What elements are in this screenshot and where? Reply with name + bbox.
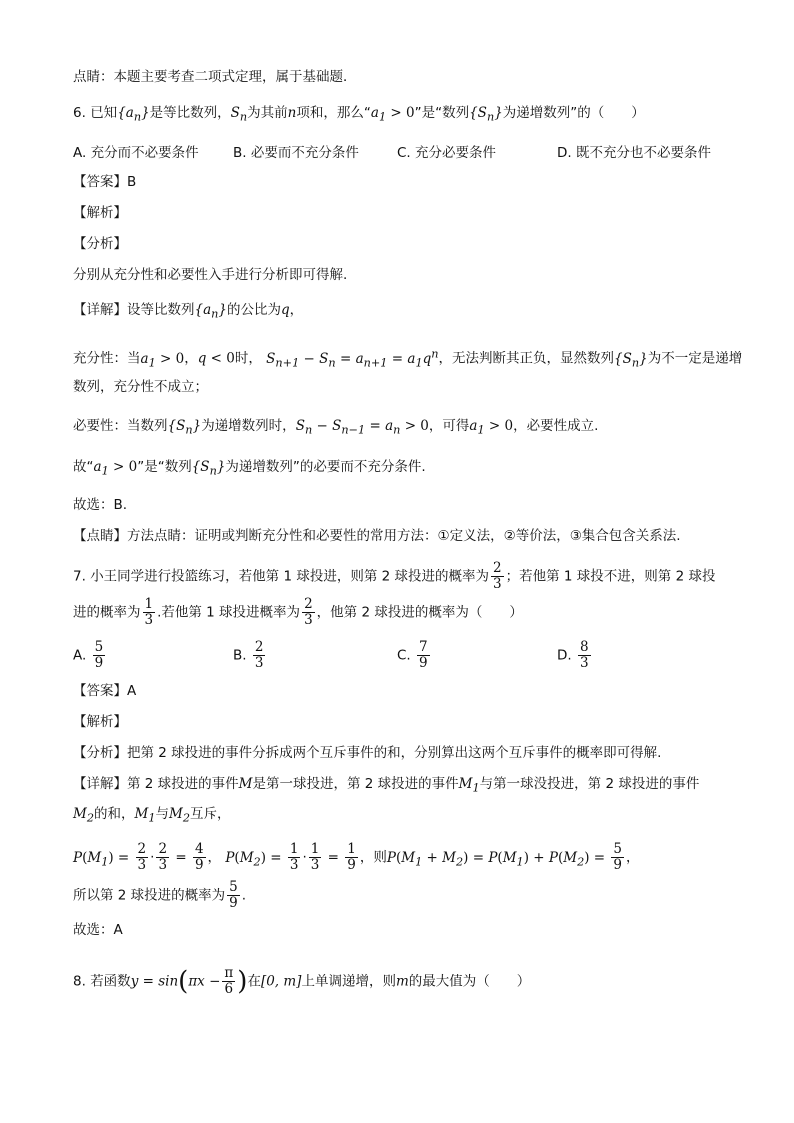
question-7-stem-1: 7. 小王同学进行投篮练习，若他第 1 球投进，则第 2 球投进的概率为 $\frac{2}{3}$ ；若他第 1 球投不进，则第 2 球投 — [73, 560, 716, 592]
question-8-stem: 8. 若函数y = sin(πx − $\frac{\pi}{6}$ )在[0, m]上单调递增，则m的最大值为（ ） — [73, 965, 531, 997]
q6-fenxi-heading: 【分析】 — [73, 236, 127, 252]
q6-xiangjie-1: 【详解】设等比数列$\{a_n\}$的公比为q， — [73, 302, 304, 321]
q6-fenxi: 分别从充分性和必要性入手进行分析即可得解. — [73, 267, 348, 283]
sufficiency-formula: $S_{n+1} - S_n = a_{n+1} = a_1q^n$ — [266, 347, 439, 370]
q6-necessity: 必要性：当数列$\{S_n\}$为递增数列时，$S_n - S_{n-1} = a_n > 0$，可得$a_1 > 0$，必要性成立. — [73, 418, 599, 437]
q6-conclusion: 故“$a_1 > 0$”是“数列$\{S_n\}$为递增数列”的必要而不充分条件. — [73, 459, 426, 478]
q6-answer: 【答案】B — [73, 174, 137, 190]
question-6-stem: 6. 已知$\{a_n\}$是等比数列，$S_n$为其前n项和，那么“$a_1 > 0$”是“数列$\{S_n\}$为递增数列”的（ ） — [73, 105, 645, 124]
q6-choice: 故选：B. — [73, 497, 128, 513]
q6-sufficiency-1: 充分性：当$a_1 > 0$，q < 0时， $S_{n+1} - S_n = a_{n+1} = a_1q^n$，无法判断其正负，显然数列$\{S_n\}$为不一定是递增 — [73, 347, 743, 370]
q7-jiexi: 【解析】 — [73, 714, 127, 730]
q6-jiexi: 【解析】 — [73, 205, 127, 221]
q6-option-a: A. 充分而不必要条件 — [73, 145, 199, 161]
q6-sufficiency-2: 数列，充分性不成立； — [73, 379, 208, 395]
dianjing-line: 点睛：本题主要考查二项式定理，属于基础题． — [73, 69, 357, 85]
q7-option-d: D. $\frac{8}{3}$ — [557, 639, 589, 671]
q6-dianjing: 【点睛】方法点睛：证明或判断充分性和必要性的常用方法：①定义法，②等价法，③集合包含关系法. — [73, 528, 681, 544]
q6-option-d: D. 既不充分也不必要条件 — [557, 145, 711, 161]
q6-option-c: C. 充分必要条件 — [397, 145, 497, 161]
q7-xiangjie-1: 【详解】第 2 球投进的事件M是第一球投进，第 2 球投进的事件$M_1$与第一球没投进，第 2 球投进的事件 — [73, 776, 700, 795]
q7-fenxi: 【分析】把第 2 球投进的事件分拆成两个互斥事件的和，分别算出这两个互斥事件的概率即可得解. — [73, 745, 662, 761]
q7-option-b: B. $\frac{2}{3}$ — [233, 639, 264, 671]
q7-xiangjie-2: $M_2$的和，$M_1$与$M_2$互斥， — [73, 806, 231, 825]
question-7-stem-2: 进的概率为 $\frac{1}{3}$ .若他第 1 球投进概率为 $\frac{2}{3}$ ，他第 2 球投进的概率为（ ） — [73, 596, 523, 628]
q6-option-b: B. 必要而不充分条件 — [233, 145, 359, 161]
q7-result: 所以第 2 球投进的概率为 $\frac{5}{9}$ . — [73, 879, 247, 911]
q7-option-a: A. $\frac{5}{9}$ — [73, 639, 104, 671]
q7-answer: 【答案】A — [73, 683, 137, 699]
q7-option-c: C. $\frac{7}{9}$ — [397, 639, 428, 671]
q7-probability-formula: $P(M_1)$ = $\frac{2}{3}$ · $\frac{2}{3}$ = $\frac{4}{9}$ ， $P(M_2)$ = $\frac{1}{3}$ · $\frac{1}{3}$ = $\frac{1}{9}$ ，则$P(M_1 + M_2) = P(M_1) + P(M_2)$ = $\frac{5}{9}$ ， — [73, 841, 640, 873]
q7-choice: 故选：A — [73, 922, 123, 938]
